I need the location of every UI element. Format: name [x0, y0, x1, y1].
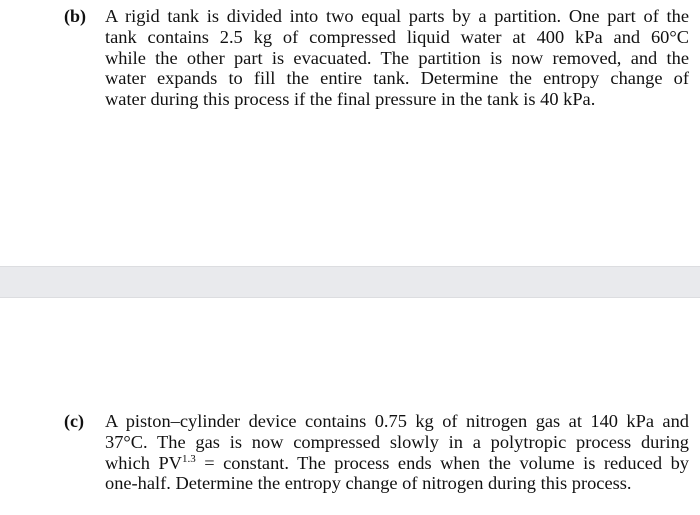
problem-b-line: tank contains 2.5 kg of compressed liquid water at 400 kPa and 60°C [105, 26, 689, 47]
problem-c-label: (c) [64, 411, 84, 431]
problem-b-line: while the other part is evacuated. The partition is now removed, and the [105, 47, 689, 68]
problem-c-line: A piston–cylinder device contains 0.75 kg of nitrogen gas at 140 kPa and [105, 411, 689, 431]
problem-c-line: one-half. Determine the entropy change of nitrogen during this process. [105, 473, 632, 494]
problem-c-line-polytropic [105, 453, 689, 474]
problem-b-line: A rigid tank is divided into two equal parts by a partition. One part of the [105, 6, 689, 26]
section-divider [0, 266, 700, 298]
problem-b-line: water during this process if the final pressure in the tank is 40 kPa. [105, 89, 596, 110]
polytropic-text-after: = constant. The process ends when the volume is reduced by [195, 452, 689, 473]
problem-b-line: water expands to fill the entire tank. Determine the entropy change of [105, 68, 689, 89]
problem-b-label: (b) [64, 6, 86, 26]
polytropic-text-before: which PV [105, 452, 182, 473]
polytropic-exponent: 1.3 [181, 452, 196, 465]
problem-b-text [105, 6, 689, 110]
problem-c-text [105, 411, 689, 494]
problem-c-line: 37°C. The gas is now compressed slowly in a polytropic process during [105, 431, 689, 452]
